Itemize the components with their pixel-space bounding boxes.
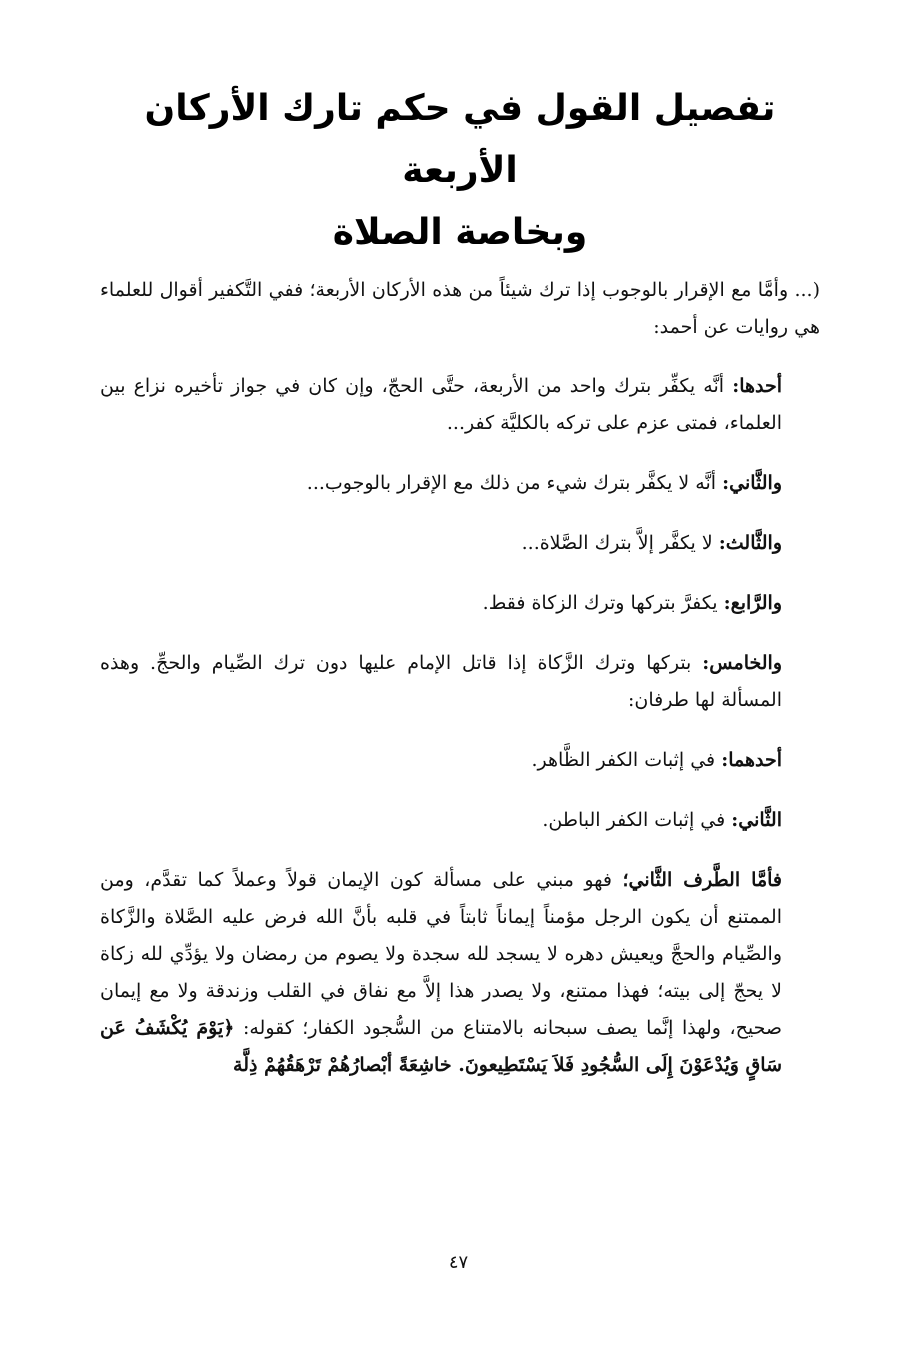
opinion-5 <box>100 645 820 719</box>
intro-paragraph: (... وأمَّا مع الإقرار بالوجوب إذا ترك شيئاً من هذه الأركان الأربعة؛ ففي التَّكفير أقوال للعلماء هي روايات عن أحمد: <box>100 279 820 338</box>
side-1-text: في إثبات الكفر الظَّاهر. <box>531 749 716 771</box>
final-text: فهو مبني على مسألة كون الإيمان قولاً وعملاً كما تقدَّم، ومن الممتنع أن يكون الرجل مؤمناً إيماناً ثابتاً في قلبه بأنَّ الله فرض عليه الصَّلاة والزَّكاة والصِّيام والحجَّ ويعيش دهره لا يسجد لله سجدة ولا يصوم من رمضان ولا يؤدِّي لله زكاة لا يحجّ إلى بيته؛ فهذا ممتنع، ولا يصدر هذا إلاَّ مع نفاق في القلب وزندقة ولا مع إيمان صحيح، ولهذا إنَّما يصف سبحانه بالامتناع من السُّجود الكفار؛ كقوله: <box>100 869 782 1039</box>
final-lead: فأمَّا الطَّرف الثَّاني؛ <box>622 869 782 891</box>
opinion-5-text: بتركها وترك الزَّكاة إذا قاتل الإمام عليها دون ترك الصِّيام والحجِّ. وهذه المسألة لها طرفان: <box>100 652 782 711</box>
side-2-lead: الثَّاني: <box>731 809 782 831</box>
opinion-3-text: لا يكفَّر إلاَّ بترك الصَّلاة... <box>521 532 713 554</box>
opinion-2-text: أنَّه لا يكفَّر بترك شيء من ذلك مع الإقرار بالوجوب... <box>306 472 717 494</box>
opinion-4-lead: والرَّابع: <box>723 592 782 614</box>
opinion-2 <box>100 465 820 502</box>
opinion-1-lead: أحدها: <box>732 375 783 397</box>
opinion-4-text: يكفرَّ بتركها وترك الزكاة فقط. <box>482 592 718 614</box>
opinion-2-lead: والثَّاني: <box>722 472 782 494</box>
final-paragraph <box>100 862 820 1084</box>
title-line-1: تفصيل القول في حكم تارك الأركان الأربعة <box>144 88 776 191</box>
page-title <box>100 78 820 264</box>
document-page <box>100 78 820 1107</box>
opinion-4 <box>100 585 820 622</box>
side-1 <box>100 742 820 779</box>
quran-verse: ﴿يَوْمَ يُكْشَفُ عَن سَاقٍ وَيُدْعَوْنَ إِلَى السُّجُودِ فَلاَ يَسْتَطِيعونَ. خاشِعَةً أبْصارُهُمْ تَرْهَقُهُمْ ذِلَّة <box>100 1017 782 1076</box>
side-2 <box>100 802 820 839</box>
opinion-1-text: أنَّه يكفِّر بترك واحد من الأربعة، حتَّى الحجّ، وإن كان في جواز تأخيره نزاع بين العلماء، فمتى عزم على تركه بالكليَّة كفر... <box>100 375 782 434</box>
opinion-1 <box>100 368 820 442</box>
opinion-3 <box>100 525 820 562</box>
side-2-text: في إثبات الكفر الباطن. <box>542 809 726 831</box>
side-1-lead: أحدهما: <box>721 749 782 771</box>
page-number: ٤٧ <box>448 1252 469 1273</box>
opinion-3-lead: والثَّالث: <box>718 532 782 554</box>
title-line-2: وبخاصة الصلاة <box>332 212 588 253</box>
opinion-5-lead: والخامس: <box>702 652 782 674</box>
